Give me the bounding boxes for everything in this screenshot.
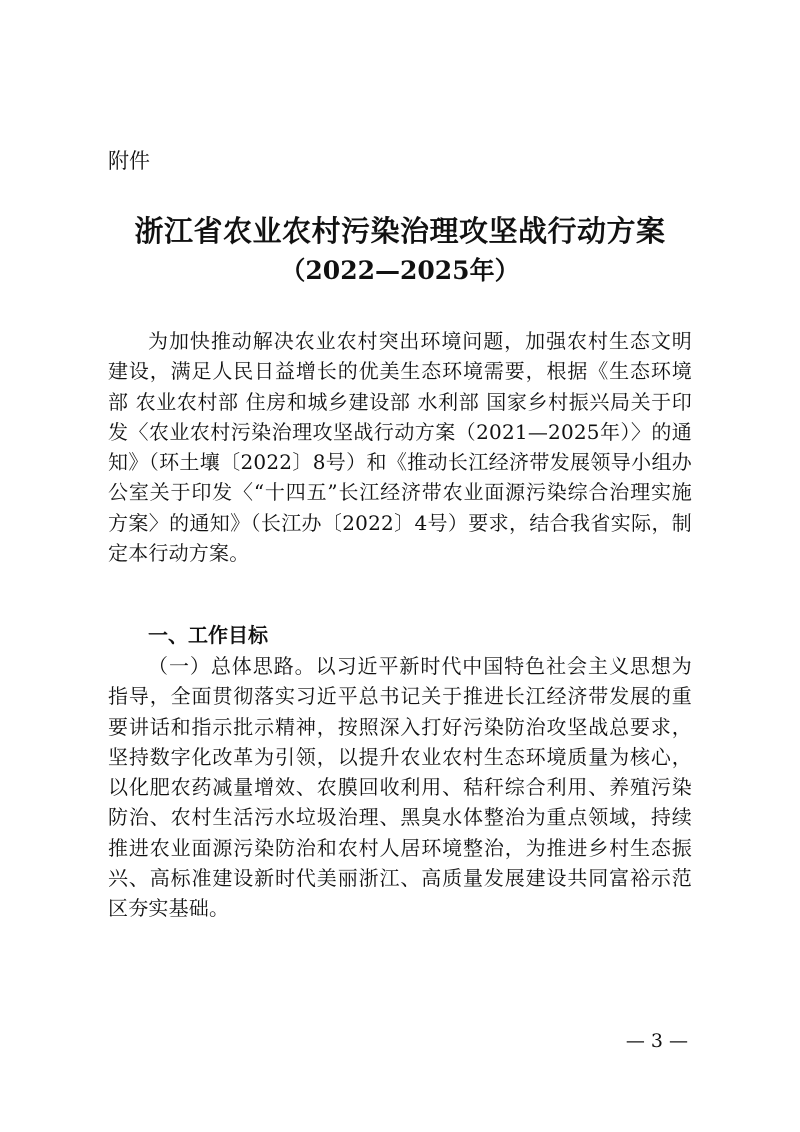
overall-approach-paragraph: （一）总体思路。以习近平新时代中国特色社会主义思想为指导，全面贯彻落实习近平总书记关于推进长江经济带发展的重要讲话和指示批示精神，按照深入打好污染防治攻坚战总要求，坚持数字化改革为引领，以提升农业农村生态环境质量为核心，以化肥农药减量增效、农膜回收利用、秸秆综合利用、养殖污染防治、农村生活污水垃圾治理、黑臭水体整治为重点领域，持续推进农业面源污染防治和农村人居环境整治，为推进乡村生态振兴、高标准建设新时代美丽浙江、高质量发展建设共同富裕示范区夯实基础。 <box>108 654 692 921</box>
document-title: 浙江省农业农村污染治理攻坚战行动方案 <box>134 214 666 248</box>
intro-paragraph: 为加快推动解决农业农村突出环境问题，加强农村生态文明建设，满足人民日益增长的优美生态环境需要，根据《生态环境部 农业农村部 住房和城乡建设部 水利部 国家乡村振兴局关于印发〈农业农村污染治理攻坚战行动方案（2021—2025年）〉的通知》（环土壤〔2022〕8号）和《推动长江经济带发展领导小组办公室关于印发〈“十四五”长江经济带农业面源污染综合治理实施方案〉的通知》（长江办〔2022〕4号）要求，结合我省实际，制定本行动方案。 <box>108 329 692 566</box>
page-number: — 3 — <box>625 1030 688 1052</box>
attachment-label: 附件 <box>108 149 150 173</box>
section-heading-work-goals: 一、工作目标 <box>148 623 268 647</box>
document-subtitle: （2022—2025年） <box>280 256 520 285</box>
